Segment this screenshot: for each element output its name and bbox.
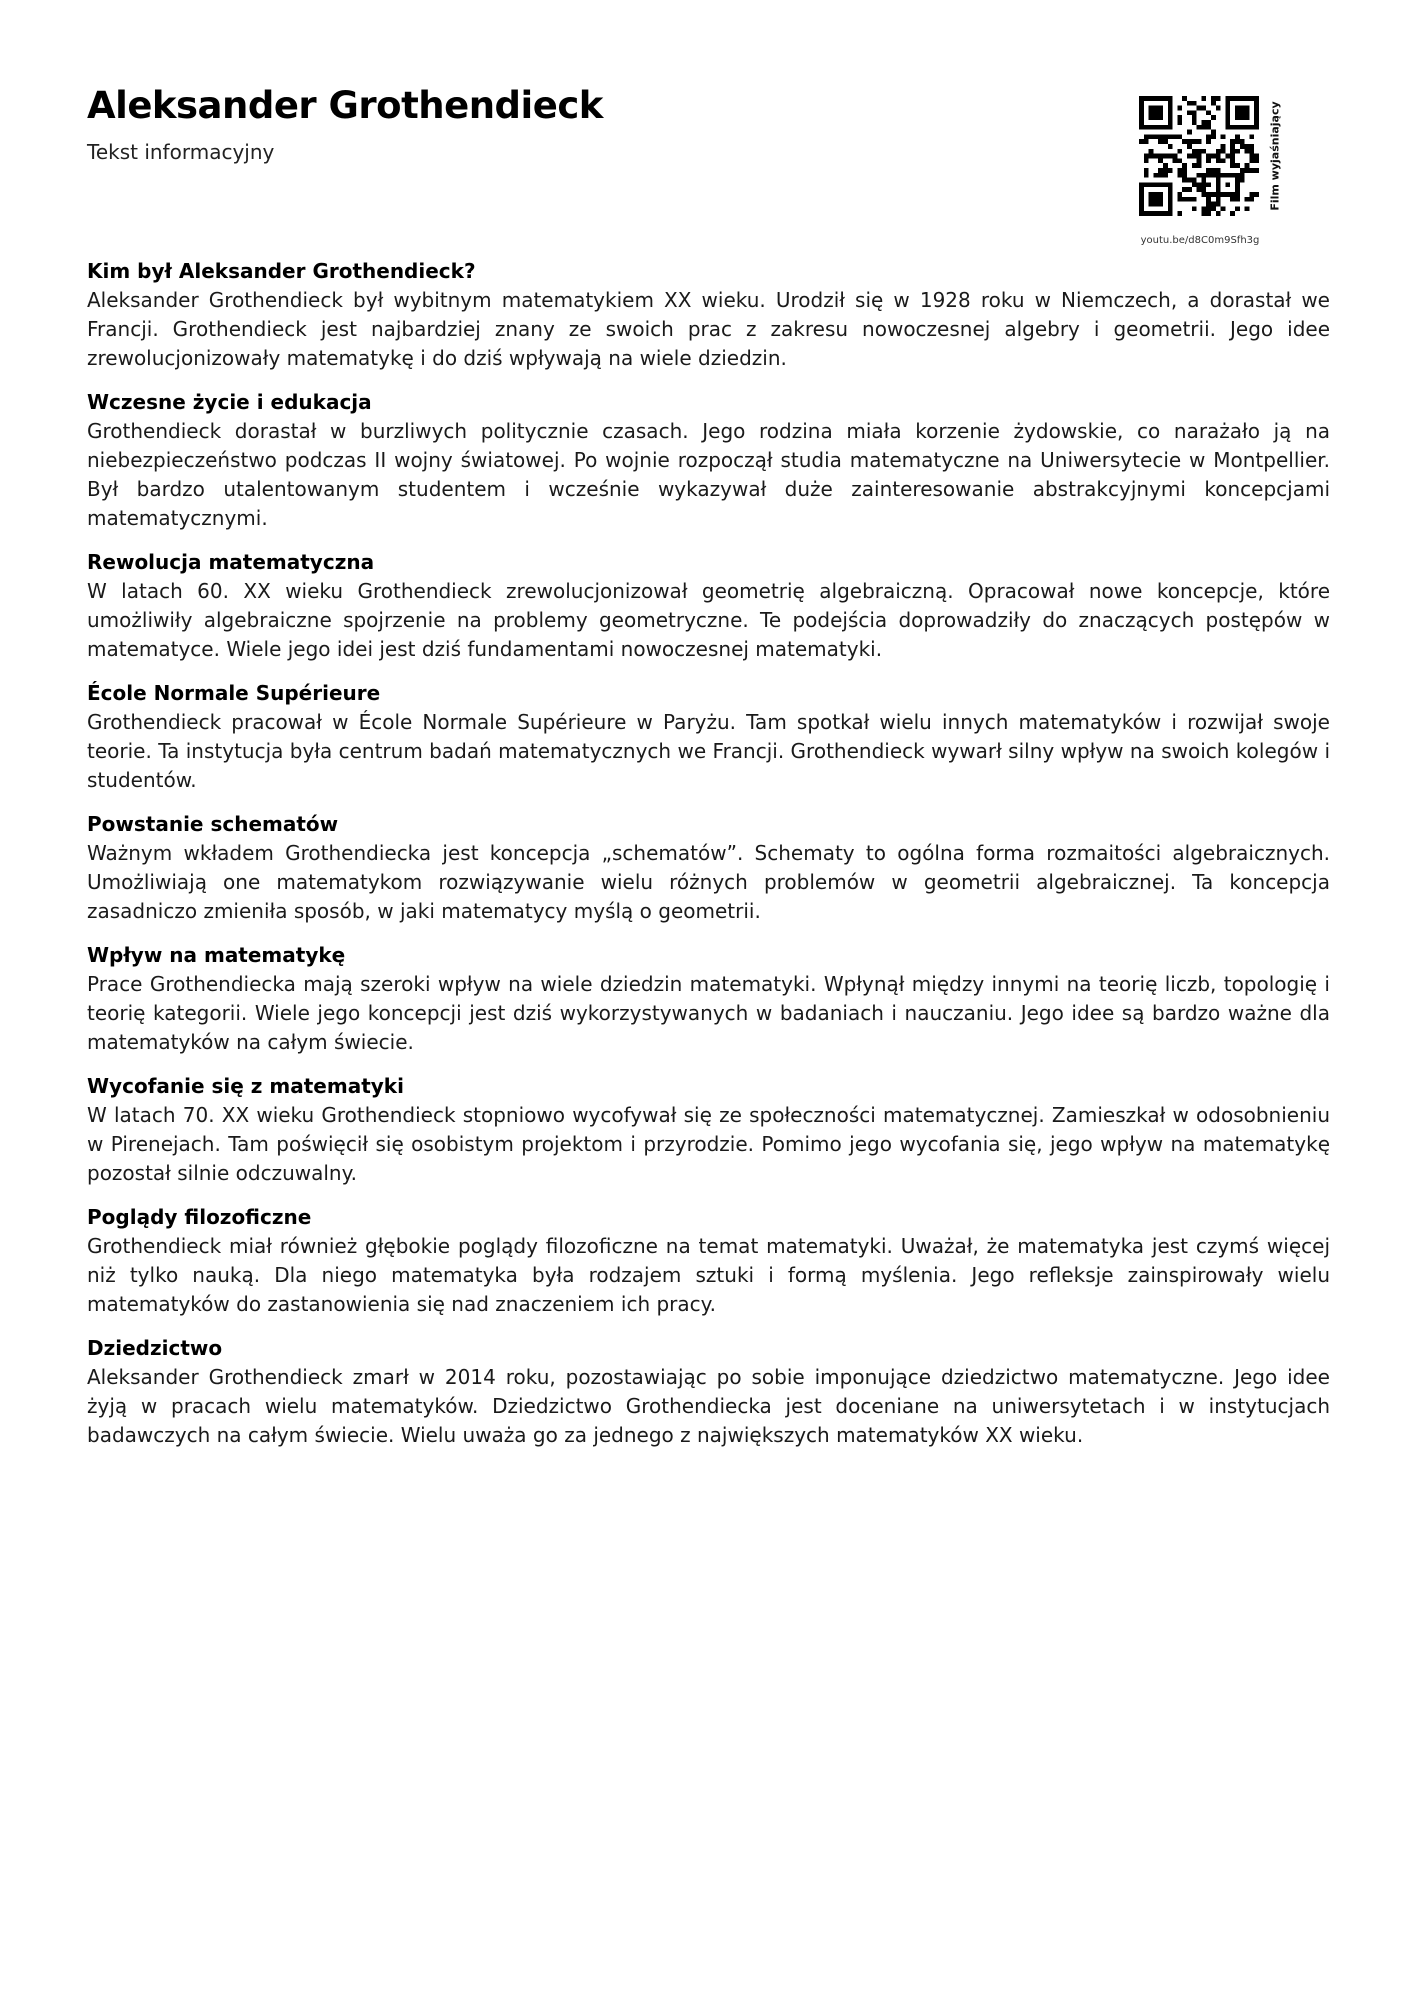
section-paragraph: Ważnym wkładem Grothendiecka jest koncepcja „schematów”. Schematy to ogólna forma rozmaitości algebraicznych. Umożliwiają one matematykom rozwiązywanie wielu różnych problemów w geometrii algebraicznej. Ta koncepcja zasadniczo zmieniła sposób, w jaki matematycy myślą o geometrii. [87,841,1330,923]
section-wycofanie [87,1072,1330,1188]
document-header [87,82,987,166]
qr-block[interactable] [1125,96,1285,256]
qr-label: Film wyjaśniający [1268,101,1282,211]
section-paragraph: Grothendieck miał również głębokie poglądy filozoficzne na temat matematyki. Uważał, że matematyka jest czymś więcej niż tylko nauką. Dla niego matematyka była rodzajem sztuki i formą myślenia. Jego refleksje zainspirowały wielu matematyków do zastanowienia się nad znaczeniem ich pracy. [87,1234,1330,1316]
section-heading: Rewolucja matematyczna [87,550,375,574]
section-paragraph: Grothendieck dorastał w burzliwych politycznie czasach. Jego rodzina miała korzenie żydowskie, co narażało ją na niebezpieczeństwo podczas II wojny światowej. Po wojnie rozpoczął studia matematyczne na Uniwersytecie w Montpellier. Był bardzo utalentowanym studentem i wcześnie wykazywał duże zainteresowanie abstrakcyjnymi koncepcjami matematycznymi. [87,419,1330,530]
section-paragraph: Grothendieck pracował w École Normale Supérieure w Paryżu. Tam spotkał wielu innych matematyków i rozwijał swoje teorie. Ta instytucja była centrum badań matematycznych we Francji. Grothendieck wywarł silny wpływ na swoich kolegów i studentów. [87,710,1330,792]
section-heading: Poglądy filozoficzne [87,1205,312,1229]
section-paragraph: Aleksander Grothendieck był wybitnym matematykiem XX wieku. Urodził się w 1928 roku w Niemczech, a dorastał we Francji. Grothendieck jest najbardziej znany ze swoich prac z zakresu nowoczesnej algebry i geometrii. Jego idee zrewolucjonizowały matematykę i do dziś wpływają na wiele dziedzin. [87,288,1330,370]
section-heading: Wpływ na matematykę [87,943,346,967]
section-heading: Powstanie schematów [87,812,339,836]
section-rewolucja [87,548,1330,664]
section-paragraph: W latach 70. XX wieku Grothendieck stopniowo wycofywał się ze społeczności matematycznej. Zamieszkał w odosobnieniu w Pirenejach. Tam poświęcił się osobistym projektom i przyrodzie. Pomimo jego wycofania się, jego wpływ na matematykę pozostał silnie odczuwalny. [87,1103,1330,1185]
document-content [87,257,1330,1465]
section-dziedzictwo [87,1334,1330,1450]
section-heading: Kim był Aleksander Grothendieck? [87,259,476,283]
section-wczesne-zycie [87,388,1330,533]
qr-code-icon[interactable] [1139,96,1259,216]
section-schematy [87,810,1330,926]
section-poglady [87,1203,1330,1319]
section-paragraph: W latach 60. XX wieku Grothendieck zrewolucjonizował geometrię algebraiczną. Opracował nowe koncepcje, które umożliwiły algebraiczne spojrzenie na problemy geometryczne. Te podejścia doprowadziły do znaczących postępów w matematyce. Wiele jego idei jest dziś fundamentami nowoczesnej matematyki. [87,579,1330,661]
section-paragraph: Aleksander Grothendieck zmarł w 2014 roku, pozostawiając po sobie imponujące dziedzictwo matematyczne. Jego idee żyją w pracach wielu matematyków. Dziedzictwo Grothendiecka jest doceniane na uniwersytetach i w instytucjach badawczych na całym świecie. Wielu uważa go za jednego z największych matematyków XX wieku. [87,1365,1330,1447]
section-ecole-normale [87,679,1330,795]
section-heading: École Normale Supérieure [87,681,381,705]
section-heading: Wycofanie się z matematyki [87,1074,404,1098]
section-heading: Dziedzictwo [87,1336,223,1360]
document-title: Aleksander Grothendieck [87,84,603,127]
qr-link[interactable]: youtu.be/d8C0m9Sfh3g [1140,235,1260,246]
section-paragraph: Prace Grothendiecka mają szeroki wpływ na wiele dziedzin matematyki. Wpłynął między innymi na teorię liczb, topologię i teorię kategorii. Wiele jego koncepcji jest dziś wykorzystywanych w badaniach i nauczaniu. Jego idee są bardzo ważne dla matematyków na całym świecie. [87,972,1330,1054]
document-subtitle: Tekst informacyjny [87,140,275,164]
section-heading: Wczesne życie i edukacja [87,390,372,414]
section-kim-byl [87,257,1330,373]
section-wplyw [87,941,1330,1057]
